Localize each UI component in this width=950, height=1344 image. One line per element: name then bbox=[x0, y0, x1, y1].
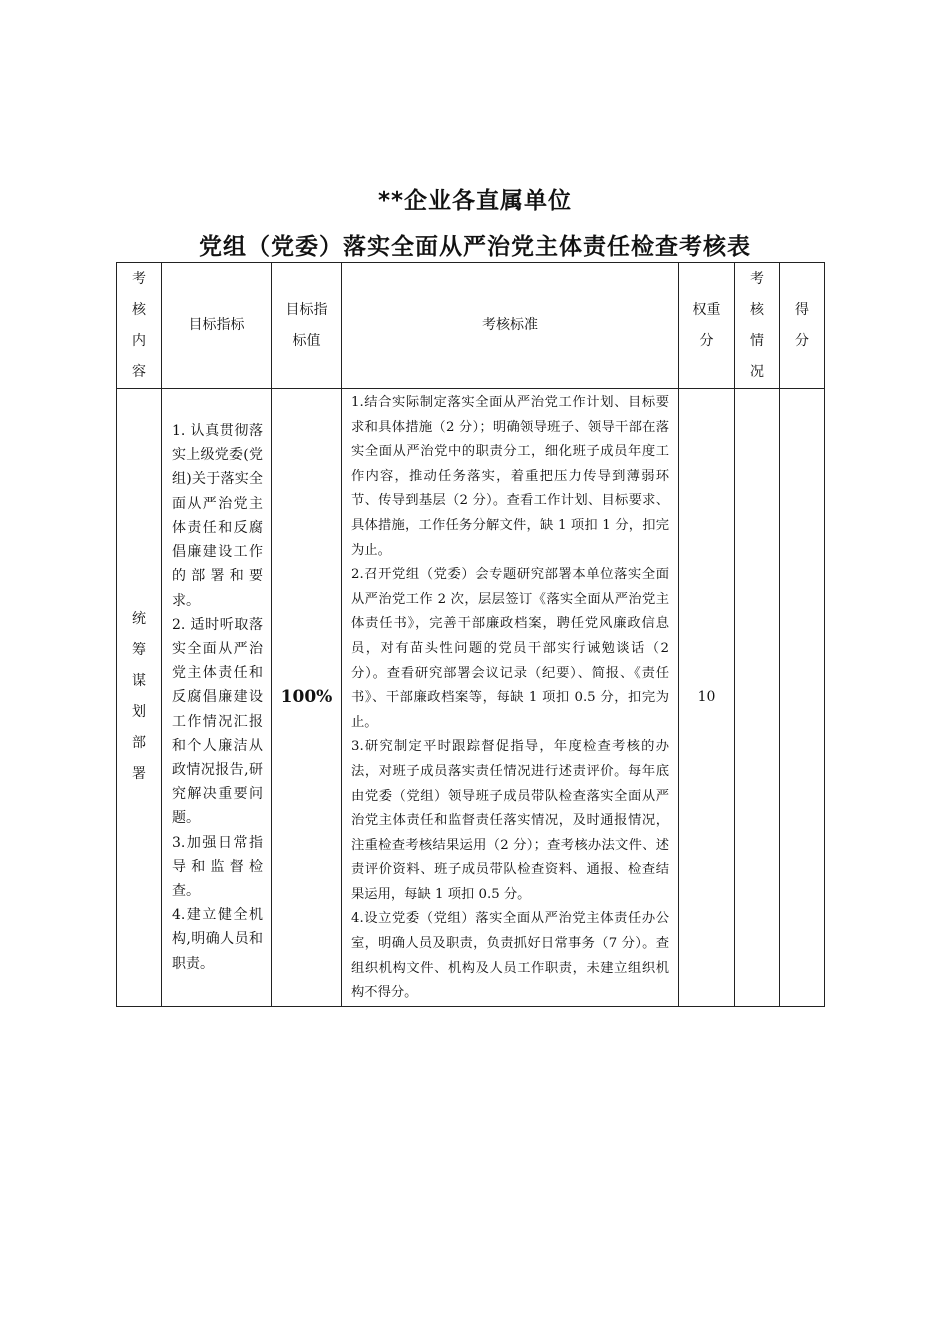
header-target-value bbox=[272, 263, 342, 389]
header-score-line: 分 bbox=[795, 332, 809, 349]
header-goal: 目标指标 bbox=[162, 263, 272, 389]
goal-item: 1. 认真贯彻落实上级党委(党组)关于落实全面从严治党主体责任和反腐倡廉建设工作的部署和要求。 bbox=[172, 423, 263, 609]
header-status-char: 考 bbox=[750, 270, 764, 287]
standard-item: 3.研究制定平时跟踪督促指导，年度检查考核的办法，对班子成员落实责任情况进行述责评价。每年底由党委（党组）领导班子成员带队检查落实全面从严治党主体责任和监督责任落实情况，及时通报情况，注重检查考核结果运用（2 分）；查考核办法文件、述责评价资料、班子成员带队检查资料、通报、检查结果运用，每缺 1 项扣 0.5 分。 bbox=[351, 739, 669, 902]
row-content-char: 划 bbox=[132, 704, 146, 721]
header-standard: 考核标准 bbox=[342, 263, 679, 389]
row-content-char: 谋 bbox=[132, 673, 146, 690]
header-score bbox=[780, 263, 825, 389]
header-weight-line: 权重 bbox=[692, 301, 721, 318]
page-title-line1: **企业各直属单位 bbox=[377, 188, 573, 214]
header-row bbox=[117, 263, 825, 389]
header-score-line: 得 bbox=[795, 301, 809, 318]
header-weight bbox=[679, 263, 735, 389]
standard-item: 2.召开党组（党委）会专题研究部署本单位落实全面从严治党工作 2 次，层层签订《落实全面从严治党主体责任书》，完善干部廉政档案，聘任党风廉政信息员，对有苗头性问题的党员干部实行诫勉谈话（2 分）。查看研究部署会议记录（纪要）、简报、《责任书》、干部廉政档案等，每缺 1 项扣 0.5 分，扣完为止。 bbox=[351, 567, 669, 730]
goal-item: 3.加强日常指导和监督检查。 bbox=[172, 834, 263, 899]
header-status-char: 况 bbox=[750, 363, 764, 380]
table-row bbox=[117, 389, 825, 1007]
standard-item: 1.结合实际制定落实全面从严治党工作计划、目标要求和具体措施（2 分）；明确领导班子、领导干部在落实全面从严治党中的职责分工，细化班子成员年度工作内容，推动任务落实，着重把压力传导到薄弱环节、传导到基层（2 分）。查看工作计划、目标要求、具体措施，工作任务分解文件，缺 1 项扣 1 分，扣完为止。 bbox=[351, 395, 669, 558]
row-content-char: 署 bbox=[132, 766, 146, 783]
row-content-cell bbox=[117, 389, 162, 1007]
page-title-line2: 党组（党委）落实全面从严治党主体责任检查考核表 bbox=[199, 234, 751, 260]
header-content-char: 容 bbox=[132, 363, 146, 380]
row-target-value-cell: 100% bbox=[272, 389, 342, 1007]
row-goal-cell bbox=[162, 389, 272, 1007]
header-content-char: 核 bbox=[132, 301, 146, 318]
row-content-char: 筹 bbox=[132, 642, 146, 659]
row-score-cell[interactable] bbox=[780, 389, 825, 1007]
row-weight-cell: 10 bbox=[679, 389, 735, 1007]
header-status-char: 情 bbox=[750, 332, 764, 349]
row-content-char: 部 bbox=[132, 735, 146, 752]
header-status-char: 核 bbox=[750, 301, 764, 318]
row-standard-cell bbox=[342, 389, 679, 1007]
header-status bbox=[735, 263, 780, 389]
header-content bbox=[117, 263, 162, 389]
standard-item: 4.设立党委（党组）落实全面从严治党主体责任办公室，明确人员及职责，负责抓好日常事务（7 分）。查组织机构文件、机构及人员工作职责，未建立组织机构不得分。 bbox=[351, 911, 669, 1001]
row-status-cell[interactable] bbox=[735, 389, 780, 1007]
assessment-table bbox=[116, 262, 825, 1007]
goal-item: 4.建立健全机构,明确人员和职责。 bbox=[172, 907, 263, 972]
goal-item: 2. 适时听取落实全面从严治党主体责任和反腐倡廉建设工作情况汇报和个人廉洁从政情况报告,研究解决重要问题。 bbox=[172, 616, 263, 827]
header-content-char: 考 bbox=[132, 270, 146, 287]
row-content-char: 统 bbox=[132, 611, 146, 628]
header-weight-line: 分 bbox=[699, 332, 714, 349]
header-target-line: 目标指 bbox=[285, 301, 328, 318]
header-target-line: 标值 bbox=[292, 332, 321, 349]
header-content-char: 内 bbox=[132, 332, 146, 349]
